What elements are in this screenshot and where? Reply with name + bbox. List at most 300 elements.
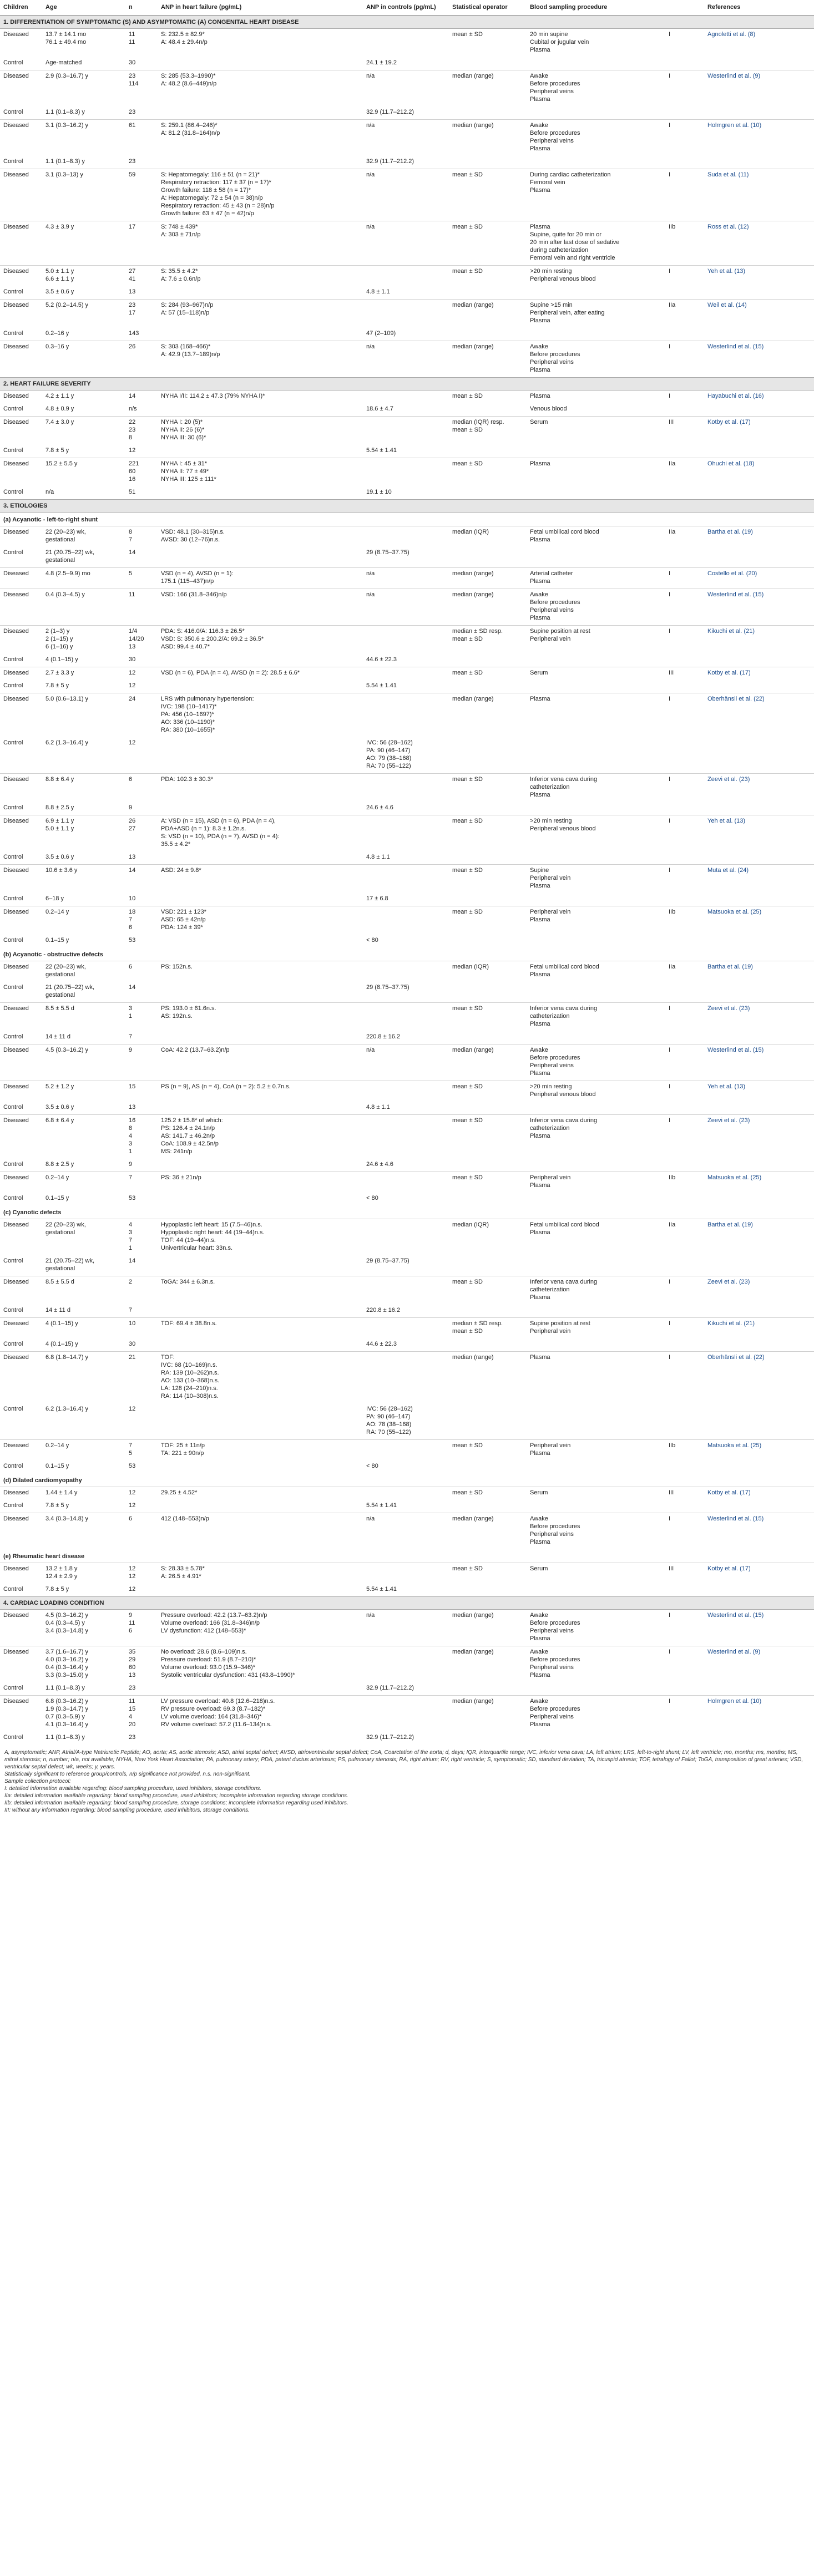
reference-cell: Muta et al. (24) — [704, 865, 814, 894]
children-cell: Control — [3, 895, 23, 902]
stat-operator-cell — [449, 328, 527, 341]
section-heading: 1. DIFFERENTIATION OF SYMPTOMATIC (S) AND ASYMPTOMATIC (A) CONGENITAL HEART DISEASE — [0, 16, 814, 29]
blood-sampling-cell: Arterial catheter Plasma — [527, 568, 665, 589]
reference-cell: Zeevi et al. (23) — [704, 1276, 814, 1305]
anp-hf-cell — [158, 107, 363, 120]
children-cell: Control — [3, 739, 23, 746]
blood-sampling-cell — [527, 737, 665, 774]
anp-control-cell: n/a — [363, 169, 449, 221]
stat-operator-cell — [449, 1461, 527, 1473]
anp-control-cell: 5.54 ± 1.41 — [366, 1586, 397, 1593]
footnote: IIa: detailed information available regarding: blood sampling procedure, used inhibitors; incomplete information regarding storage conditions. — [4, 1793, 348, 1799]
age-cell: 5.0 ± 1.1 y 6.6 ± 1.1 y — [42, 266, 125, 287]
protocol-class-cell: III — [665, 1563, 704, 1584]
age-cell: 7.8 ± 5 y — [45, 1502, 69, 1509]
children-cell: Control — [3, 1195, 23, 1201]
table-row — [0, 70, 814, 107]
reference-cell: Zeevi et al. (23) — [704, 774, 814, 803]
children-cell: Control — [3, 109, 23, 115]
table-row — [0, 865, 814, 894]
children-cell: Control — [3, 656, 23, 663]
table-row — [0, 1696, 814, 1732]
anp-control-cell: 47 (2–109) — [366, 330, 396, 337]
anp-hf-cell — [158, 737, 363, 774]
stat-operator-cell — [449, 156, 527, 169]
children-cell: Control — [3, 1685, 23, 1691]
anp-control-cell: 32.9 (11.7–212.2) — [366, 109, 414, 115]
children-cell: Diseased — [0, 1081, 42, 1102]
age-cell: 6.8 (1.8–14.7) y — [42, 1352, 125, 1404]
blood-sampling-cell — [527, 1682, 665, 1696]
anp-control-cell — [363, 1276, 449, 1305]
children-cell: Diseased — [0, 70, 42, 107]
blood-sampling-cell: Plasma — [527, 693, 665, 738]
age-cell: 21 (20.75–22) wk, gestational — [45, 1257, 95, 1272]
blood-sampling-cell: Inferior vena cava during catheterization Plasma — [527, 1276, 665, 1305]
stat-operator-cell — [449, 1732, 527, 1745]
anp-hf-cell: ToGA: 344 ± 6.3n.s. — [158, 1276, 363, 1305]
children-cell: Control — [3, 288, 23, 295]
n-cell: 12 — [129, 1406, 136, 1412]
anp-control-cell: 24.6 ± 4.6 — [366, 1161, 393, 1168]
age-cell: 1.1 (0.1–8.3) y — [45, 109, 85, 115]
children-cell: Diseased — [0, 568, 42, 589]
reference-cell: Westerlind et al. (15) — [704, 1513, 814, 1550]
table-row — [0, 1440, 814, 1461]
table-row — [0, 568, 814, 589]
n-cell: 13 — [129, 288, 136, 295]
reference-cell: Yeh et al. (13) — [704, 815, 814, 852]
reference-cell: Yeh et al. (13) — [704, 1081, 814, 1102]
age-cell: 21 (20.75–22) wk, gestational — [45, 984, 95, 998]
protocol-class-cell: I — [665, 341, 704, 378]
children-cell: Diseased — [0, 961, 42, 982]
age-cell: 8.8 ± 2.5 y — [45, 1161, 74, 1168]
n-cell: 22 23 8 — [125, 417, 158, 445]
reference-cell — [704, 547, 814, 568]
reference-cell: Kotby et al. (17) — [704, 667, 814, 681]
reference-cell — [704, 737, 814, 774]
age-cell: 2.7 ± 3.3 y — [42, 667, 125, 681]
n-cell: 15 — [125, 1081, 158, 1102]
anp-control-cell — [363, 1115, 449, 1159]
anp-hf-cell — [158, 982, 363, 1003]
children-cell: Diseased — [0, 266, 42, 287]
protocol-class-cell — [665, 1403, 704, 1440]
header-statistical-operator: Statistical operator — [449, 0, 527, 16]
protocol-class-cell: I — [665, 589, 704, 626]
table-row — [0, 737, 814, 774]
blood-sampling-cell: Plasma Supine, quite for 20 min or 20 min after last dose of sedative during catheterization Femoral vein and right ventricle — [527, 221, 665, 266]
anp-hf-cell: S: 28.33 ± 5.78* A: 26.5 ± 4.91* — [158, 1563, 363, 1584]
stat-operator-cell — [449, 654, 527, 667]
age-cell: 0.1–15 y — [45, 1195, 69, 1201]
anp-hf-cell — [158, 680, 363, 693]
n-cell: 9 — [125, 1044, 158, 1081]
blood-sampling-cell — [527, 547, 665, 568]
anp-control-cell — [363, 906, 449, 935]
protocol-class-cell — [665, 547, 704, 568]
blood-sampling-cell: Supine position at rest Peripheral vein — [527, 626, 665, 655]
blood-sampling-cell — [527, 680, 665, 693]
reference-cell — [704, 445, 814, 458]
n-cell: 23 114 — [125, 70, 158, 107]
protocol-class-cell: I — [665, 568, 704, 589]
reference-cell: Kikuchi et al. (21) — [704, 626, 814, 655]
stat-operator-cell — [449, 1682, 527, 1696]
n-cell: 9 — [129, 804, 133, 811]
table-footnotes — [0, 1745, 809, 1814]
header-n: n — [125, 0, 158, 16]
anp-control-cell — [363, 300, 449, 328]
age-cell: 8.5 ± 5.5 d — [42, 1003, 125, 1032]
n-cell: 14 — [129, 1257, 136, 1264]
anp-hf-cell: PS (n = 9), AS (n = 4), CoA (n = 2): 5.2 ± 0.7n.s. — [158, 1081, 363, 1102]
anp-control-cell: 19.1 ± 10 — [366, 489, 392, 495]
anp-hf-cell: S: 303 (168–466)* A: 42.9 (13.7–189)n/p — [158, 341, 363, 378]
children-cell: Diseased — [0, 865, 42, 894]
protocol-class-cell: I — [665, 70, 704, 107]
blood-sampling-cell: >20 min resting Peripheral venous blood — [527, 266, 665, 287]
anp-hf-cell: S: Hepatomegaly: 116 ± 51 (n = 21)* Respiratory retraction: 117 ± 37 (n = 17)* Growth failure: 118 ± 58 (n = 17)* A: Hepatomegaly: 72 ± 54 (n = 38)n/p Respiratory retraction: 45 ± 43 (n = 28)n/p Growth failure: 63 ± 47 (n = 42)n/p — [158, 169, 363, 221]
children-cell: Control — [3, 1104, 23, 1110]
table-row — [0, 266, 814, 287]
children-cell: Control — [3, 854, 23, 860]
stat-operator-cell — [449, 680, 527, 693]
blood-sampling-cell: Plasma — [527, 391, 665, 404]
stat-operator-cell: median (range) — [449, 70, 527, 107]
stat-operator-cell — [449, 1159, 527, 1172]
subsection-heading-row — [0, 513, 814, 526]
header-age: Age — [42, 0, 125, 16]
age-cell: 4.2 ± 1.1 y — [42, 391, 125, 404]
reference-cell — [704, 1031, 814, 1044]
reference-cell: Westerlind et al. (15) — [704, 341, 814, 378]
n-cell: 5 — [125, 568, 158, 589]
anp-hf-cell — [158, 328, 363, 341]
protocol-class-cell — [665, 802, 704, 815]
age-cell: 6.2 (1.3–16.4) y — [45, 1406, 89, 1412]
blood-sampling-cell: Plasma — [527, 1352, 665, 1404]
reference-cell — [704, 1732, 814, 1745]
reference-cell — [704, 851, 814, 865]
blood-sampling-cell: Serum — [527, 1487, 665, 1500]
anp-hf-cell — [158, 547, 363, 568]
anp-hf-cell — [158, 486, 363, 500]
n-cell: 11 11 — [125, 29, 158, 58]
stat-operator-cell: median (range) — [449, 1696, 527, 1732]
children-cell: Diseased — [0, 120, 42, 156]
n-cell: 6 — [125, 1513, 158, 1550]
blood-sampling-cell: Awake Before procedures Peripheral veins Plasma — [527, 341, 665, 378]
table-row — [0, 1115, 814, 1159]
protocol-class-cell — [665, 654, 704, 667]
blood-sampling-cell — [527, 982, 665, 1003]
reference-cell: Costello et al. (20) — [704, 568, 814, 589]
anp-control-cell — [363, 1563, 449, 1584]
blood-sampling-cell: Fetal umbilical cord blood Plasma — [527, 961, 665, 982]
n-cell: 59 — [125, 169, 158, 221]
stat-operator-cell — [449, 802, 527, 815]
protocol-class-cell: I — [665, 120, 704, 156]
protocol-class-cell — [665, 1031, 704, 1044]
age-cell: 0.1–15 y — [45, 937, 69, 944]
stat-operator-cell: median (range) — [449, 589, 527, 626]
blood-sampling-cell — [527, 286, 665, 300]
blood-sampling-cell — [527, 1461, 665, 1473]
protocol-class-cell — [665, 737, 704, 774]
section-heading-row — [0, 16, 814, 29]
table-row — [0, 815, 814, 852]
age-cell: 22 (20–23) wk, gestational — [42, 526, 125, 547]
n-cell: 12 — [125, 667, 158, 681]
n-cell: 11 15 4 20 — [125, 1696, 158, 1732]
anp-hf-cell — [158, 1255, 363, 1276]
n-cell: 51 — [129, 489, 136, 495]
anp-control-cell — [363, 526, 449, 547]
n-cell: 14 — [125, 391, 158, 404]
table-row — [0, 1003, 814, 1032]
table-row — [0, 57, 814, 70]
n-cell: 30 — [129, 1341, 136, 1347]
age-cell: 14 ± 11 d — [45, 1033, 70, 1040]
reference-cell — [704, 1255, 814, 1276]
subsection-heading-row — [0, 1205, 814, 1219]
children-cell: Diseased — [0, 1172, 42, 1193]
anp-hf-cell: TOF: IVC: 68 (10–169)n.s. RA: 139 (10–262)n.s. AO: 133 (10–368)n.s. LA: 128 (24–210)n.s. RA: 114 (10–308)n.s. — [158, 1352, 363, 1404]
table-row — [0, 1461, 814, 1473]
age-cell: 14 ± 11 d — [45, 1307, 70, 1314]
age-cell: 4.3 ± 3.9 y — [42, 221, 125, 266]
anp-control-cell — [363, 693, 449, 738]
reference-cell — [704, 1305, 814, 1318]
children-cell: Control — [3, 489, 23, 495]
subsection-heading-row — [0, 947, 814, 961]
children-cell: Diseased — [0, 815, 42, 852]
reference-cell: Kotby et al. (17) — [704, 417, 814, 445]
n-cell: 9 — [129, 1161, 133, 1168]
reference-cell: Westerlind et al. (15) — [704, 1044, 814, 1081]
reference-cell: Yeh et al. (13) — [704, 266, 814, 287]
anp-control-cell: n/a — [363, 70, 449, 107]
reference-cell: Agnoletti et al. (8) — [704, 29, 814, 58]
anp-hf-cell: No overload: 28.6 (8.6–109)n.s. Pressure overload: 51.9 (8.7–210)* Volume overload: 93.0 (15.9–346)* Systolic ventricular dysfunction: 431 (43.8–1990)* — [158, 1646, 363, 1683]
anp-hf-cell: PS: 193.0 ± 61.6n.s. AS: 192n.s. — [158, 1003, 363, 1032]
anp-control-cell: 17 ± 6.8 — [366, 895, 388, 902]
table-body — [0, 16, 814, 1745]
section-heading: 3. ETIOLOGIES — [0, 500, 814, 513]
stat-operator-cell: mean ± SD — [449, 774, 527, 803]
anp-hf-cell — [158, 654, 363, 667]
protocol-class-cell — [665, 935, 704, 947]
anp-control-cell: 4.8 ± 1.1 — [366, 288, 390, 295]
protocol-class-cell: I — [665, 774, 704, 803]
children-cell: Control — [3, 1586, 23, 1593]
n-cell: 23 — [129, 1685, 136, 1691]
table-row — [0, 328, 814, 341]
reference-cell: Kikuchi et al. (21) — [704, 1318, 814, 1339]
n-cell: 6 — [125, 774, 158, 803]
anp-control-cell: < 80 — [366, 1195, 378, 1201]
section-heading-row — [0, 500, 814, 513]
reference-cell: Zeevi et al. (23) — [704, 1115, 814, 1159]
table-row — [0, 626, 814, 655]
table-row — [0, 1563, 814, 1584]
blood-sampling-cell: During cardiac catheterization Femoral vein Plasma — [527, 169, 665, 221]
stat-operator-cell: mean ± SD — [449, 266, 527, 287]
stat-operator-cell — [449, 1584, 527, 1597]
blood-sampling-cell — [527, 1732, 665, 1745]
table-row — [0, 1610, 814, 1646]
children-cell: Diseased — [0, 29, 42, 58]
age-cell: 8.5 ± 5.5 d — [42, 1276, 125, 1305]
blood-sampling-cell: Inferior vena cava during catheterization Plasma — [527, 1115, 665, 1159]
protocol-class-cell — [665, 1102, 704, 1115]
anp-control-cell — [363, 391, 449, 404]
children-cell: Control — [3, 1033, 23, 1040]
n-cell: 13 — [129, 1104, 136, 1110]
n-cell: 18 7 6 — [125, 906, 158, 935]
stat-operator-cell: mean ± SD — [449, 391, 527, 404]
header-references: References — [704, 0, 814, 16]
anp-hf-cell — [158, 57, 363, 70]
anp-control-cell: 5.54 ± 1.41 — [366, 447, 397, 454]
table-row — [0, 1584, 814, 1597]
anp-control-cell: n/a — [363, 1513, 449, 1550]
stat-operator-cell: mean ± SD — [449, 1563, 527, 1584]
anp-control-cell: 29 (8.75–37.75) — [366, 984, 409, 991]
blood-sampling-cell — [527, 1159, 665, 1172]
reference-cell — [704, 1193, 814, 1205]
n-cell: n/s — [129, 405, 137, 412]
protocol-class-cell: I — [665, 626, 704, 655]
anp-hf-cell: ASD: 24 ± 9.8* — [158, 865, 363, 894]
reference-cell: Bartha et al. (19) — [704, 1219, 814, 1256]
age-cell: 3.7 (1.6–16.7) y 4.0 (0.3–16.2) y 0.4 (0.3–16.4) y 3.3 (0.3–15.0) y — [42, 1646, 125, 1683]
header-blood-sampling: Blood sampling procedure — [527, 0, 665, 16]
protocol-class-cell: I — [665, 1646, 704, 1683]
age-cell: 22 (20–23) wk, gestational — [42, 961, 125, 982]
children-cell: Diseased — [0, 391, 42, 404]
subsection-heading: (e) Rheumatic heart disease — [3, 1553, 85, 1560]
stat-operator-cell: mean ± SD — [449, 1003, 527, 1032]
anp-hf-cell — [158, 1500, 363, 1513]
reference-cell: Holmgren et al. (10) — [704, 120, 814, 156]
reference-cell: Bartha et al. (19) — [704, 961, 814, 982]
age-cell: 4.5 (0.3–16.2) y — [42, 1044, 125, 1081]
stat-operator-cell — [449, 286, 527, 300]
children-cell: Control — [3, 447, 23, 454]
stat-operator-cell — [449, 1102, 527, 1115]
n-cell: 11 — [125, 589, 158, 626]
subsection-heading-row — [0, 1473, 814, 1487]
age-cell: 8.8 ± 6.4 y — [42, 774, 125, 803]
blood-sampling-cell — [527, 1403, 665, 1440]
blood-sampling-cell — [527, 654, 665, 667]
children-cell: Control — [3, 1341, 23, 1347]
table-row — [0, 589, 814, 626]
n-cell: 17 — [125, 221, 158, 266]
children-cell: Diseased — [0, 1276, 42, 1305]
stat-operator-cell — [449, 1193, 527, 1205]
age-cell: 4.5 (0.3–16.2) y 0.4 (0.3–4.5) y 3.4 (0.3–14.8) y — [42, 1610, 125, 1646]
reference-cell — [704, 680, 814, 693]
stat-operator-cell: median (range) — [449, 1610, 527, 1646]
table-row — [0, 1305, 814, 1318]
protocol-class-cell — [665, 1159, 704, 1172]
anp-hf-cell: S: 284 (93–967)n/p A: 57 (15–118)n/p — [158, 300, 363, 328]
anp-hf-cell: S: 35.5 ± 4.2* A: 7.6 ± 0.6n/p — [158, 266, 363, 287]
reference-cell — [704, 57, 814, 70]
table-row — [0, 774, 814, 803]
anp-hf-cell: LRS with pulmonary hypertension: IVC: 198 (10–1417)* PA: 456 (10–1697)* AO: 336 (10–1190)* RA: 380 (10–1655)* — [158, 693, 363, 738]
protocol-class-cell — [665, 1584, 704, 1597]
table-row — [0, 169, 814, 221]
anp-hf-cell — [158, 935, 363, 947]
n-cell: 12 — [129, 1502, 136, 1509]
age-cell: 0.2–16 y — [45, 330, 69, 337]
protocol-class-cell: IIb — [665, 1440, 704, 1461]
reference-cell: Matsuoka et al. (25) — [704, 906, 814, 935]
age-cell: 21 (20.75–22) wk, gestational — [45, 549, 95, 564]
protocol-class-cell — [665, 107, 704, 120]
table-row — [0, 341, 814, 378]
n-cell: 53 — [129, 1195, 136, 1201]
protocol-class-cell — [665, 1682, 704, 1696]
protocol-class-cell: I — [665, 1352, 704, 1404]
anp-control-cell: 220.8 ± 16.2 — [366, 1307, 401, 1314]
protocol-class-cell: IIa — [665, 961, 704, 982]
blood-sampling-cell: Awake Before procedures Peripheral veins Plasma — [527, 120, 665, 156]
table-row — [0, 1500, 814, 1513]
table-row — [0, 680, 814, 693]
table-row — [0, 802, 814, 815]
age-cell: 5.2 (0.2–14.5) y — [42, 300, 125, 328]
n-cell: 10 — [129, 895, 136, 902]
age-cell: 4 (0.1–15) y — [42, 1318, 125, 1339]
stat-operator-cell: mean ± SD — [449, 1081, 527, 1102]
children-cell: Diseased — [0, 626, 42, 655]
anp-hf-cell: A: VSD (n = 15), ASD (n = 6), PDA (n = 4), PDA+ASD (n = 1): 8.3 ± 1.2n.s. S: VSD (n = 10), PDA (n = 7), AVSD (n = 4): 35.5 ± 4.2* — [158, 815, 363, 852]
stat-operator-cell: mean ± SD — [449, 1440, 527, 1461]
table-row — [0, 1487, 814, 1500]
n-cell: 12 — [125, 1487, 158, 1500]
protocol-class-cell — [665, 982, 704, 1003]
table-row — [0, 29, 814, 58]
blood-sampling-cell — [527, 802, 665, 815]
children-cell: Diseased — [0, 417, 42, 445]
children-cell: Diseased — [0, 1219, 42, 1256]
children-cell: Control — [3, 1161, 23, 1168]
n-cell: 2 — [125, 1276, 158, 1305]
stat-operator-cell: median (IQR) — [449, 526, 527, 547]
table-header-row — [0, 0, 814, 16]
n-cell: 24 — [125, 693, 158, 738]
stat-operator-cell — [449, 851, 527, 865]
anp-control-cell: 32.9 (11.7–212.2) — [366, 1734, 414, 1741]
anp-hf-cell: PDA: 102.3 ± 30.3* — [158, 774, 363, 803]
anp-control-cell — [363, 667, 449, 681]
table-row — [0, 654, 814, 667]
protocol-class-cell: I — [665, 169, 704, 221]
age-cell: 10.6 ± 3.6 y — [42, 865, 125, 894]
anp-control-cell: 220.8 ± 16.2 — [366, 1033, 401, 1040]
protocol-class-cell: IIa — [665, 300, 704, 328]
anp-hf-cell — [158, 802, 363, 815]
blood-sampling-cell — [527, 328, 665, 341]
stat-operator-cell: median (IQR) resp. mean ± SD — [449, 417, 527, 445]
stat-operator-cell: median ± SD resp. mean ± SD — [449, 1318, 527, 1339]
